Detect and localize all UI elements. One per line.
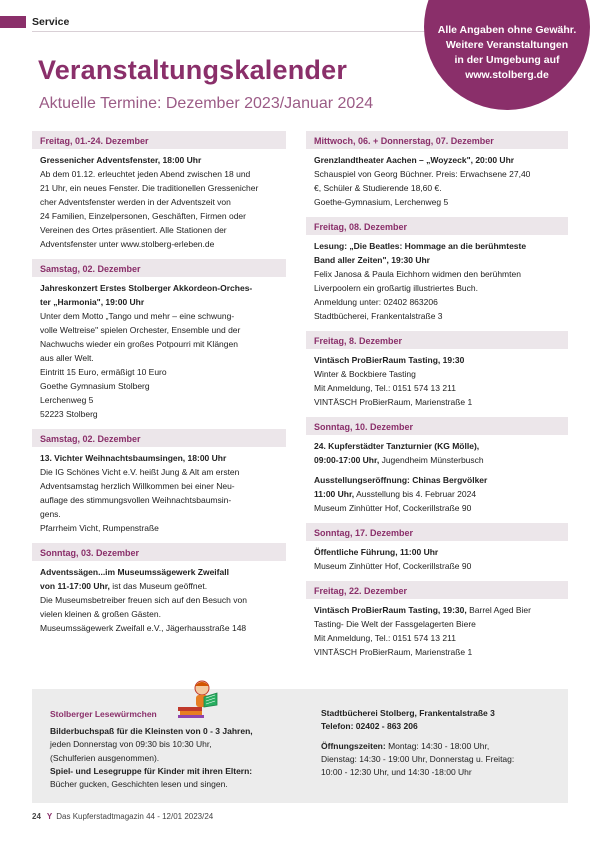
event-heading: Telefon: 02402 - 863 206 [321, 721, 418, 732]
event-text-line: cher Adventsfenster werden in der Adventszeit von [40, 197, 231, 207]
event-entry [306, 217, 568, 323]
event-text-line: Winter & Bockbiere Tasting [314, 369, 416, 379]
bold-lead: 11:00 Uhr, [314, 489, 355, 499]
event-text-line: Liverpoolern ein großartig illustriertes Buch. [314, 283, 478, 293]
event-text-line: auflage des stimmungsvollen Weihnachtsbaumsin- [40, 495, 232, 505]
event-heading: 13. Vichter Weihnachtsbaumsingen, 18:00 Uhr [40, 453, 227, 463]
event-text-line: Lerchenweg 5 [40, 395, 94, 405]
event-text-line: vielen kleinen & großen Gästen. [40, 609, 161, 619]
event-text-line: Dienstag: 14:30 - 19:00 Uhr, Donnerstag u. Freitag: [321, 753, 515, 764]
event-heading: Gressenicher Adventsfenster, 18:00 Uhr [40, 155, 202, 165]
event-details [32, 561, 286, 635]
event-date: Freitag, 8. Dezember [306, 331, 568, 349]
event-heading: Lesung: „Die Beatles: Hommage an die berühmteste [314, 241, 527, 251]
event-heading: Öffentliche Führung, 11:00 Uhr [314, 547, 439, 557]
event-details [306, 541, 568, 573]
event-text-line: 11:00 Uhr, Ausstellung bis 4. Februar 2024 [314, 489, 477, 499]
event-text-line: Die Museumsbetreiber freuen sich auf den Besuch von [40, 595, 247, 605]
page-number: 24 [32, 812, 41, 821]
disclaimer-line: Alle Angaben ohne Gewähr. [437, 24, 577, 36]
event-text-line: gens. [40, 509, 61, 519]
event-text-line: Pfarrheim Vicht, Rumpenstraße [40, 523, 159, 533]
event-heading: Vintäsch ProBierRaum Tasting, 19:30 [314, 355, 465, 365]
event-text-line: Schauspiel von Georg Büchner. Preis: Erwachsene 27,40 [314, 169, 531, 179]
event-heading: Grenzlandtheater Aachen – „Woyzeck", 20:00 Uhr [314, 155, 515, 165]
event-entry [32, 429, 286, 535]
event-heading: Band aller Zeiten", 19:30 Uhr [314, 255, 430, 265]
event-text-line: Vintäsch ProBierRaum Tasting, 19:30, Barrel Aged Bier [314, 605, 531, 615]
event-text-line: Bücher gucken, Geschichten lesen und singen. [50, 779, 228, 790]
event-date: Sonntag, 10. Dezember [306, 417, 568, 435]
event-text-line: VINTÄSCH ProBierRaum, Marienstraße 1 [314, 647, 473, 657]
event-heading: Adventssägen...im Museumssägewerk Zweifall [40, 567, 229, 577]
event-text-line: Vereinen des Ortes präsentiert. Alle Stationen der [40, 225, 227, 235]
event-entry [306, 331, 568, 409]
event-text-line: Öffnungszeiten: Montag: 14:30 - 18:00 Uhr, [321, 740, 490, 751]
reading-child-icon [176, 679, 220, 719]
event-heading: Bilderbuchspaß für die Kleinsten von 0 - 3 Jahren, [50, 726, 253, 736]
event-text-line: Goethe-Gymnasium, Lerchenweg 5 [314, 197, 449, 207]
event-text-line: €, Schüler & Studierende 18,60 €. [314, 183, 442, 193]
event-details [306, 235, 568, 323]
event-text-line: Museumssägewerk Zweifall e.V., Jägerhausstraße 148 [40, 623, 247, 633]
event-text-line: Felix Janosa & Paula Eichhorn widmen den berühmten [314, 269, 521, 279]
event-text-line: Anmeldung unter: 02402 863206 [314, 297, 438, 307]
footer-text: Das Kupferstadtmagazin 44 - 12/01 2023/24 [56, 812, 214, 821]
section-label: Service [32, 16, 70, 28]
event-text-line: Eintritt 15 Euro, ermäßigt 10 Euro [40, 367, 167, 377]
page-footer [32, 812, 213, 821]
event-date: Mittwoch, 06. + Donnerstag, 07. Dezember [306, 131, 568, 149]
event-text-line: volle Weltreise" spielen Orchester, Ensemble und der [40, 325, 241, 335]
events-right-column [306, 131, 568, 667]
event-text-line: Ab dem 01.12. erleuchtet jeden Abend zwischen 18 und [40, 169, 251, 179]
event-entry [306, 131, 568, 209]
magazine-logo-icon: Y [46, 812, 53, 821]
event-details [32, 277, 286, 421]
event-text-line: Mit Anmeldung, Tel.: 0151 574 13 211 [314, 383, 456, 393]
event-date: Samstag, 02. Dezember [32, 429, 286, 447]
event-details [306, 149, 568, 209]
event-text-line: Nachwuchs wieder ein großes Potpourri mit Klängen [40, 339, 238, 349]
event-text-line: Stadtbücherei, Frankentalstraße 3 [314, 311, 443, 321]
event-text-line: Adventsfenster unter www.stolberg-erleben.de [40, 239, 215, 249]
event-text-line: Goethe Gymnasium Stolberg [40, 381, 150, 391]
event-entry [32, 543, 286, 635]
event-details [306, 349, 568, 409]
event-text-line: (Schulferien ausgenommen). [50, 752, 160, 763]
event-entry [306, 523, 568, 573]
event-entry [32, 259, 286, 421]
event-details [32, 447, 286, 535]
event-entry [306, 417, 568, 515]
event-text-line: Adventsamstag herzlich Willkommen bei einer Neu- [40, 481, 235, 491]
lesewuermchen-box [32, 689, 568, 803]
bold-lead: von 11-17:00 Uhr, [40, 581, 110, 591]
event-heading: Stadtbücherei Stolberg, Frankentalstraße 3 [321, 708, 495, 718]
box-left-text [50, 725, 310, 791]
box-right-text [321, 707, 561, 779]
event-text-line: Unter dem Motto „Tango und mehr – eine schwung- [40, 311, 235, 321]
event-date: Freitag, 01.-24. Dezember [32, 131, 286, 149]
event-text-line: 52223 Stolberg [40, 409, 98, 419]
event-details [306, 435, 568, 515]
event-heading: Spiel- und Lesegruppe für Kinder mit ihren Eltern: [50, 765, 253, 776]
disclaimer-link[interactable]: www.stolberg.de [465, 69, 549, 81]
event-text-line: aus aller Welt. [40, 353, 94, 363]
disclaimer-text [424, 23, 590, 83]
event-entry [32, 131, 286, 251]
event-text-line: Tasting- Die Welt der Fassgelagerten Biere [314, 619, 476, 629]
box-title: Stolberger Lesewürmchen [50, 709, 157, 719]
event-text-line: jeden Donnerstag von 09:30 bis 10:30 Uhr, [50, 739, 212, 750]
event-details [32, 149, 286, 251]
event-date: Samstag, 02. Dezember [32, 259, 286, 277]
disclaimer-line: Weitere Veranstaltungen [445, 39, 569, 51]
event-text-line: von 11-17:00 Uhr, ist das Museum geöffnet. [40, 581, 208, 591]
bold-lead: 09:00-17:00 Uhr, [314, 455, 380, 465]
event-text-line: Museum Zinhütter Hof, Cockerillstraße 90 [314, 503, 472, 513]
bold-lead: Öffnungszeiten: [321, 740, 386, 751]
event-text-line: Mit Anmeldung, Tel.: 0151 574 13 211 [314, 633, 456, 643]
event-heading: Jahreskonzert Erstes Stolberger Akkordeon-Orches- [40, 283, 253, 293]
event-text-line: VINTÄSCH ProBierRaum, Marienstraße 1 [314, 397, 473, 407]
page-subtitle: Aktuelle Termine: Dezember 2023/Januar 2024 [39, 95, 374, 112]
disclaimer-line: in der Umgebung auf [454, 54, 560, 66]
event-date: Freitag, 08. Dezember [306, 217, 568, 235]
event-date: Sonntag, 17. Dezember [306, 523, 568, 541]
event-text-line: 09:00-17:00 Uhr, Jugendheim Münsterbusch [314, 455, 484, 465]
event-heading: ter „Harmonia", 19:00 Uhr [40, 297, 145, 307]
event-text-line: 24 Familien, Einzelpersonen, Geschäften, Firmen oder [40, 211, 246, 221]
event-text-line: Museum Zinhütter Hof, Cockerillstraße 90 [314, 561, 472, 571]
event-entry [306, 581, 568, 659]
event-heading: Ausstellungseröffnung: Chinas Bergvölker [314, 475, 488, 485]
bold-lead: Vintäsch ProBierRaum Tasting, 19:30, [314, 605, 467, 615]
event-date: Sonntag, 03. Dezember [32, 543, 286, 561]
events-left-column [32, 131, 286, 643]
page-title: Veranstaltungskalender [38, 55, 348, 85]
event-text-line: 21 Uhr, ein neues Fenster. Die traditionellen Gressenicher [40, 183, 259, 193]
event-text-line: 10:00 - 12:30 Uhr, und 14:30 -18:00 Uhr [321, 767, 472, 778]
event-text-line: Die IG Schönes Vicht e.V. heißt Jung & Alt am ersten [40, 467, 240, 477]
event-details [306, 599, 568, 659]
section-marker [0, 16, 26, 28]
event-date: Freitag, 22. Dezember [306, 581, 568, 599]
event-heading: 24. Kupferstädter Tanzturnier (KG Mölle), [314, 441, 480, 451]
